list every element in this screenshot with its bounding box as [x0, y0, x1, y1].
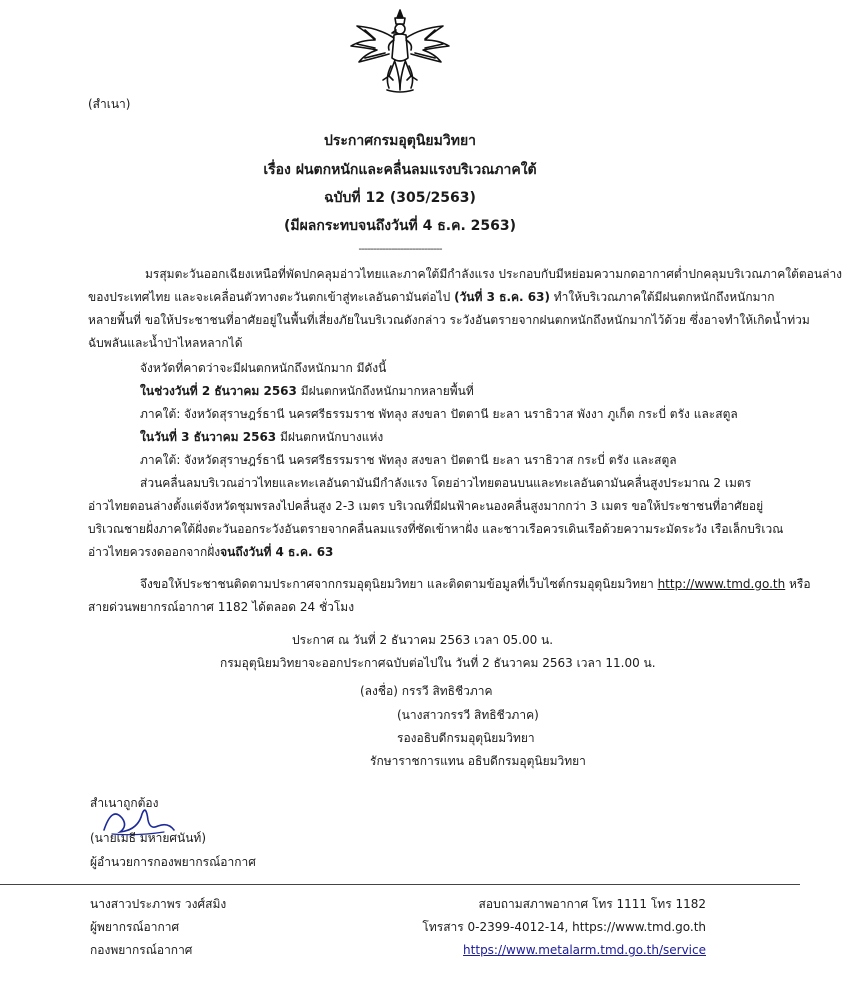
signed-by: (ลงชื่อ) กรรวี สิทธิชีวภาค [360, 684, 493, 698]
province-intro: จังหวัดที่คาดว่าจะมีฝนตกหนักถึงหนักมาก มีดังนี้ [140, 361, 387, 375]
announce-time: ประกาศ ณ วันที่ 2 ธันวาคม 2563 เวลา 05.00 น. [292, 633, 554, 647]
region-1-provinces: จังหวัดสุราษฎร์ธานี นครศรีธรรมราช พัทลุง สงขลา ปัตตานี ยะลา นราธิวาส พังงา ภูเก็ต กระบี่ ตรัง และสตูล [184, 407, 738, 421]
paragraph-1-line-3: หลายพื้นที่ ขอให้ประชาชนที่อาศัยอยู่ในพื้นที่เสี่ยงภัยในบริเวณดังกล่าว ระวังอันตรายจากฝนตกหนักถึงหนักมากไว้ด้วย ซึ่งอาจทำให้เกิดน้ำท่วม [88, 313, 810, 327]
announcement-effective-date: (มีผลกระทบจนถึงวันที่ 4 ธ.ค. 2563) [283, 218, 517, 234]
paragraph-4-line-1: จึงขอให้ประชาชนติดตามประกาศจากกรมอุตุนิยมวิทยา และติดตามข้อมูลที่เว็บไซต์กรมอุตุนิยมวิทยา http://www.tmd.go.th หรือ [140, 577, 811, 591]
date-2-heading: ในวันที่ 3 ธันวาคม 2563 มีฝนตกหนักบางแห่ง [140, 430, 384, 444]
announcement-title: ประกาศกรมอุตุนิยมวิทยา [323, 133, 477, 149]
paragraph-3-line-2: อ่าวไทยตอนล่างตั้งแต่จังหวัดชุมพรลงไปคลื่นสูง 2-3 เมตร บริเวณที่มีฝนฟ้าคะนองคลื่นสูงมากกว่า 3 เมตร ขอให้ประชาชนที่อาศัยอยู่ [88, 499, 764, 513]
paragraph-3-line-1: ส่วนคลื่นลมบริเวณอ่าวไทยและทะเลอันดามันมีกำลังแรง โดยอ่าวไทยตอนบนและทะเลอันดามันคลื่นสูงประมาณ 2 เมตร [140, 476, 752, 490]
signatory-acting-position: รักษาราชการแทน อธิบดีกรมอุตุนิยมวิทยา [370, 754, 586, 768]
signatory-position: รองอธิบดีกรมอุตุนิยมวิทยา [397, 731, 535, 745]
paragraph-1-line-1: มรสุมตะวันออกเฉียงเหนือที่พัดปกคลุมอ่าวไทยและภาคใต้มีกำลังแรง ประกอบกับมีหย่อมความกดอากาศต่ำปกคลุมบริเวณภาคใต้ตอนล่าง [145, 267, 842, 281]
footer-metalarm-link[interactable]: https://www.metalarm.tmd.go.th/service [463, 943, 706, 957]
paragraph-4-line-2: สายด่วนพยากรณ์อากาศ 1182 ได้ตลอด 24 ชั่วโมง [88, 600, 355, 614]
announcement-subject: เรื่อง ฝนตกหนักและคลื่นลมแรงบริเวณภาคใต้ [263, 162, 537, 178]
footer-forecaster-name: นางสาวประภาพร วงศ์สมิง [90, 897, 227, 911]
certifier-position: ผู้อำนวยการกองพยากรณ์อากาศ [90, 855, 256, 869]
region-2-provinces: จังหวัดสุราษฎร์ธานี นครศรีธรรมราช พัทลุง สงขลา ปัตตานี ยะลา นราธิวาส กระบี่ ตรัง และสตูล [184, 453, 677, 467]
paragraph-3-line-4: อ่าวไทยควรงดออกจากฝั่งจนถึงวันที่ 4 ธ.ค. 63 [88, 545, 334, 559]
next-announce-time: กรมอุตุนิยมวิทยาจะออกประกาศฉบับต่อไปใน วันที่ 2 ธันวาคม 2563 เวลา 11.00 น. [220, 656, 656, 670]
paragraph-1-line-2: ของประเทศไทย และจะเคลื่อนตัวทางตะวันตกเข้าสู่ทะเลอันดามันต่อไป (วันที่ 3 ธ.ค. 63) ทำให้บริเวณภาคใต้มีฝนตกหนักถึงหนักมาก [88, 290, 775, 304]
region-2-label: ภาคใต้: [140, 453, 181, 467]
announcement-number: ฉบับที่ 12 (305/2563) [324, 190, 476, 206]
signatory-full-name: (นางสาวกรรวี สิทธิชีวภาค) [397, 708, 539, 722]
footer-divider [0, 884, 800, 885]
footer-fax-website: โทรสาร 0-2399-4012-14, https://www.tmd.go.th [422, 920, 706, 934]
region-1-label: ภาคใต้: [140, 407, 181, 421]
footer-forecaster-role: ผู้พยากรณ์อากาศ [90, 920, 180, 934]
date-1-heading: ในช่วงวันที่ 2 ธันวาคม 2563 มีฝนตกหนักถึงหนักมากหลายพื้นที่ [140, 384, 474, 398]
certifier-name: (นายเมธี มหายศนันท์) [90, 831, 207, 845]
footer-division: กองพยากรณ์อากาศ [90, 943, 193, 957]
certified-copy-label: สำเนาถูกต้อง [90, 796, 159, 810]
paragraph-1-line-4: ฉับพลันและน้ำป่าไหลหลากได้ [88, 336, 243, 350]
tmd-website-link[interactable]: http://www.tmd.go.th [657, 577, 786, 591]
garuda-emblem-icon [345, 6, 455, 96]
copy-label: (สำเนา) [88, 97, 131, 111]
paragraph-3-line-3: บริเวณชายฝั่งภาคใต้ฝั่งตะวันออกระวังอันตรายจากคลื่นลมแรงที่ซัดเข้าหาฝั่ง และชาวเรือควรเดินเรือด้วยความระมัดระวัง เรือเล็กบริเวณ [88, 522, 784, 536]
title-separator: ---------------------------- [358, 242, 442, 255]
footer-hotline: สอบถามสภาพอากาศ โทร 1111 โทร 1182 [478, 897, 706, 911]
